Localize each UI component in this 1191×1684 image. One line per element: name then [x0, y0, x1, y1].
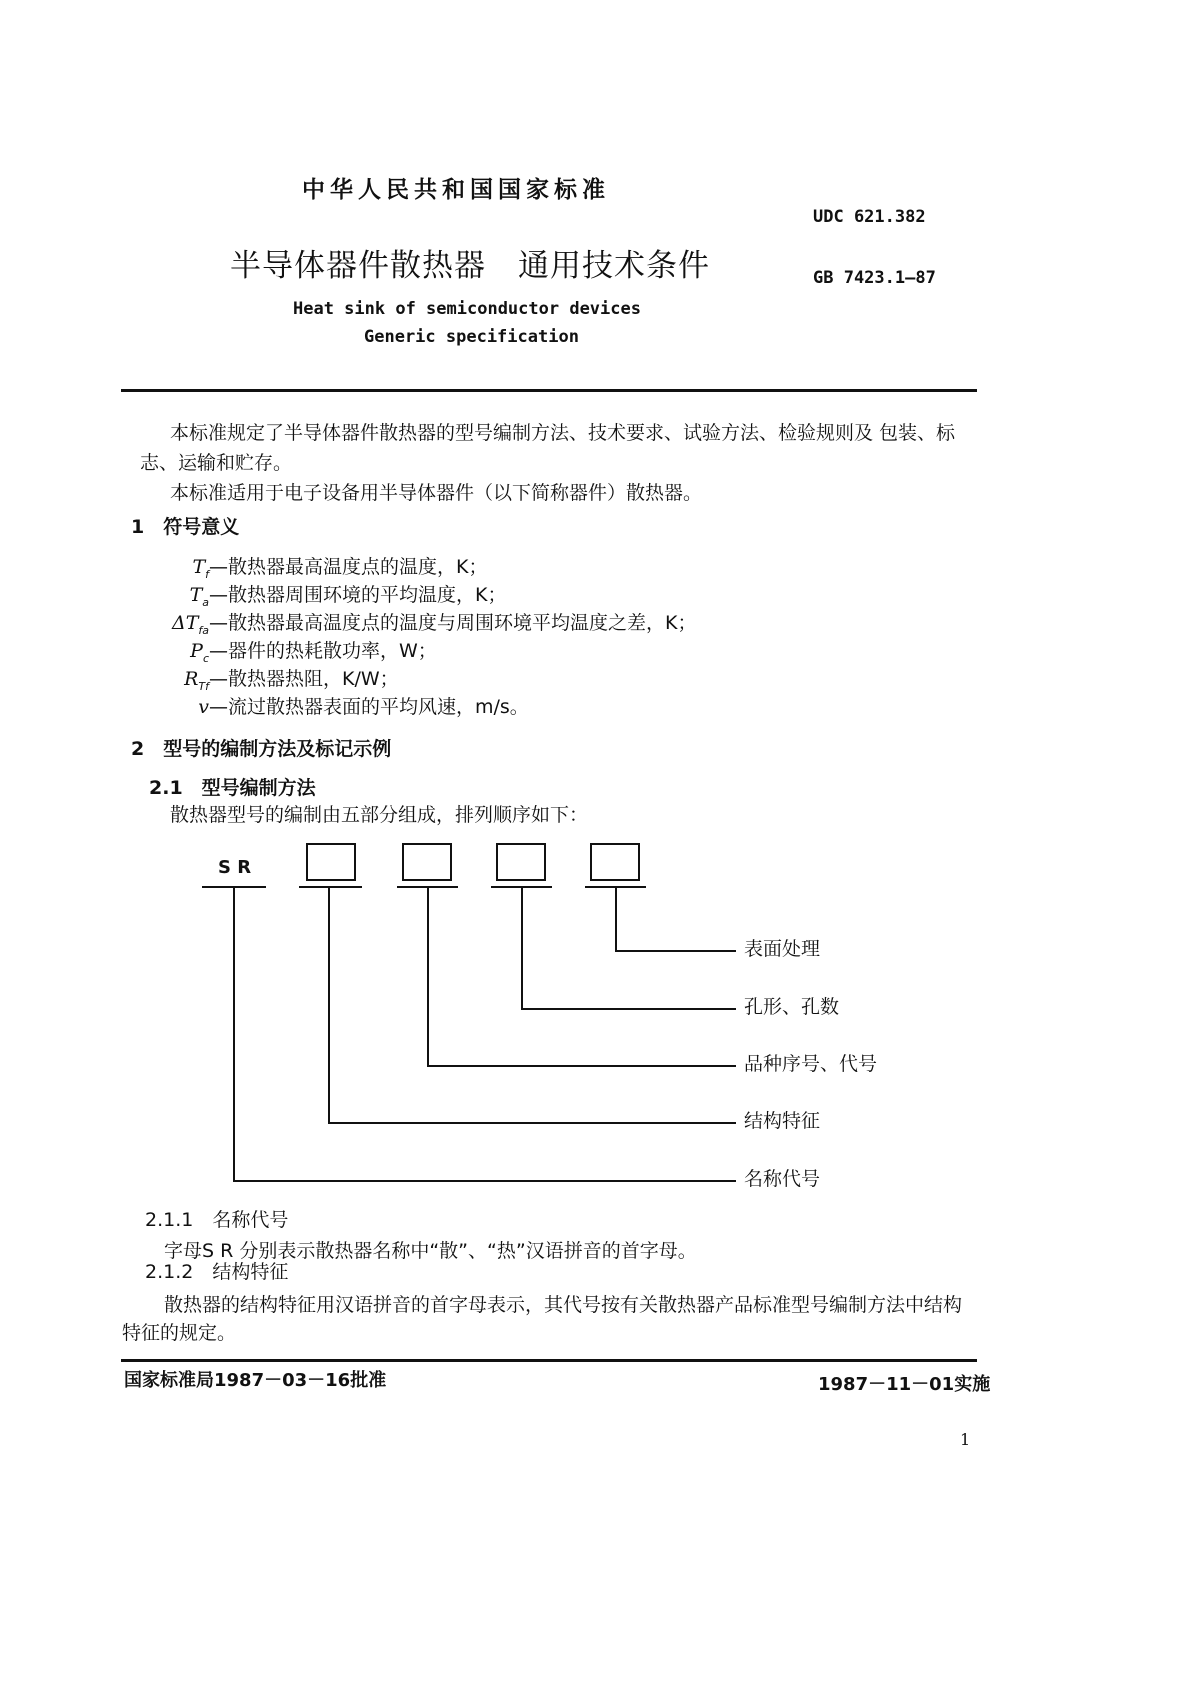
- intro-paragraph-line1: 本标准规定了半导体器件散热器的型号编制方法、技术要求、试验方法、检验规则及 包装、标: [170, 422, 956, 444]
- diagram-label-variety-code: 品种序号、代号: [744, 1053, 878, 1075]
- diagram-label-surface-treatment: 表面处理: [744, 938, 821, 960]
- subsection-2-1-2-line1: 散热器的结构特征用汉语拼音的首字母表示，其代号按有关散热器产品标准型号编制方法中结构: [164, 1294, 963, 1316]
- org-title: 中华人民共和国国家标准: [302, 177, 610, 203]
- diagram-prefix-sr: S R: [218, 857, 252, 878]
- symbol-v: v: [198, 696, 209, 718]
- gb-code: GB 7423.1—87: [813, 268, 936, 288]
- subsection-2-1-1-heading: 2.1.1 名称代号: [145, 1209, 289, 1231]
- symbol-row-tf: [145, 552, 487, 581]
- model-code-diagram: [0, 830, 1191, 1230]
- approval-date: 国家标准局1987－03－16批准: [124, 1370, 387, 1391]
- symbol-ta: T: [189, 584, 203, 606]
- symbol-pc: P: [190, 640, 203, 662]
- symbol-tf-sub: f: [205, 567, 209, 581]
- symbol-dtfa-sub: fa: [198, 623, 209, 637]
- intro-paragraph-line2: 志、运输和贮存。: [140, 452, 293, 474]
- symbol-pc-desc: —器件的热耗散功率，W；: [209, 640, 437, 662]
- page-number: 1: [960, 1430, 971, 1449]
- diagram-label-structure: 结构特征: [744, 1110, 821, 1132]
- section1-heading: 1 符号意义: [131, 516, 240, 538]
- symbol-ta-desc: —散热器周围环境的平均温度，K；: [209, 584, 507, 606]
- symbol-rtf-desc: —散热器热阻，K/W；: [209, 668, 399, 690]
- symbol-rtf-sub: Tf: [198, 679, 209, 693]
- section2-heading: 2 型号的编制方法及标记示例: [131, 738, 392, 760]
- subsection-2-1-1-text: 字母S R 分别表示散热器名称中“散”、“热”汉语拼音的首字母。: [164, 1240, 697, 1262]
- symbol-row-v: [145, 692, 529, 721]
- subsection-2-1-2-line2: 特征的规定。: [122, 1322, 237, 1344]
- header-rule: [121, 389, 977, 392]
- symbol-row-dtfa: [145, 608, 696, 637]
- symbol-tf-desc: —散热器最高温度点的温度，K；: [209, 556, 488, 578]
- udc-code: UDC 621.382: [813, 207, 926, 227]
- doc-title: 半导体器件散热器 通用技术条件: [230, 248, 710, 284]
- subsection-2-1-heading: 2.1 型号编制方法: [149, 777, 316, 799]
- subsection-2-1-text: 散热器型号的编制由五部分组成，排列顺序如下：: [170, 804, 589, 826]
- effective-date: 1987－11－01实施: [818, 1374, 991, 1395]
- symbol-v-desc: —流过散热器表面的平均风速，m/s。: [209, 696, 529, 718]
- symbol-pc-sub: c: [202, 651, 209, 665]
- english-title-line1: Heat sink of semiconductor devices: [293, 299, 641, 319]
- subsection-2-1-2-heading: 2.1.2 结构特征: [145, 1261, 289, 1283]
- symbol-tf: T: [192, 556, 206, 578]
- diagram-label-hole-shape: 孔形、孔数: [744, 996, 840, 1018]
- symbol-dtfa: ΔT: [171, 612, 199, 634]
- english-title-line2: Generic specification: [364, 327, 579, 347]
- scope-paragraph: 本标准适用于电子设备用半导体器件（以下简称器件）散热器。: [170, 482, 703, 504]
- symbol-ta-sub: a: [202, 595, 209, 609]
- footer-rule: [121, 1359, 977, 1362]
- symbol-row-pc: [145, 636, 437, 665]
- diagram-label-name-code: 名称代号: [744, 1168, 821, 1190]
- symbol-dtfa-desc: —散热器最高温度点的温度与周围环境平均温度之差，K；: [209, 612, 697, 634]
- symbol-rtf: R: [184, 668, 199, 690]
- symbol-row-rtf: [145, 664, 399, 693]
- symbol-row-ta: [145, 580, 506, 609]
